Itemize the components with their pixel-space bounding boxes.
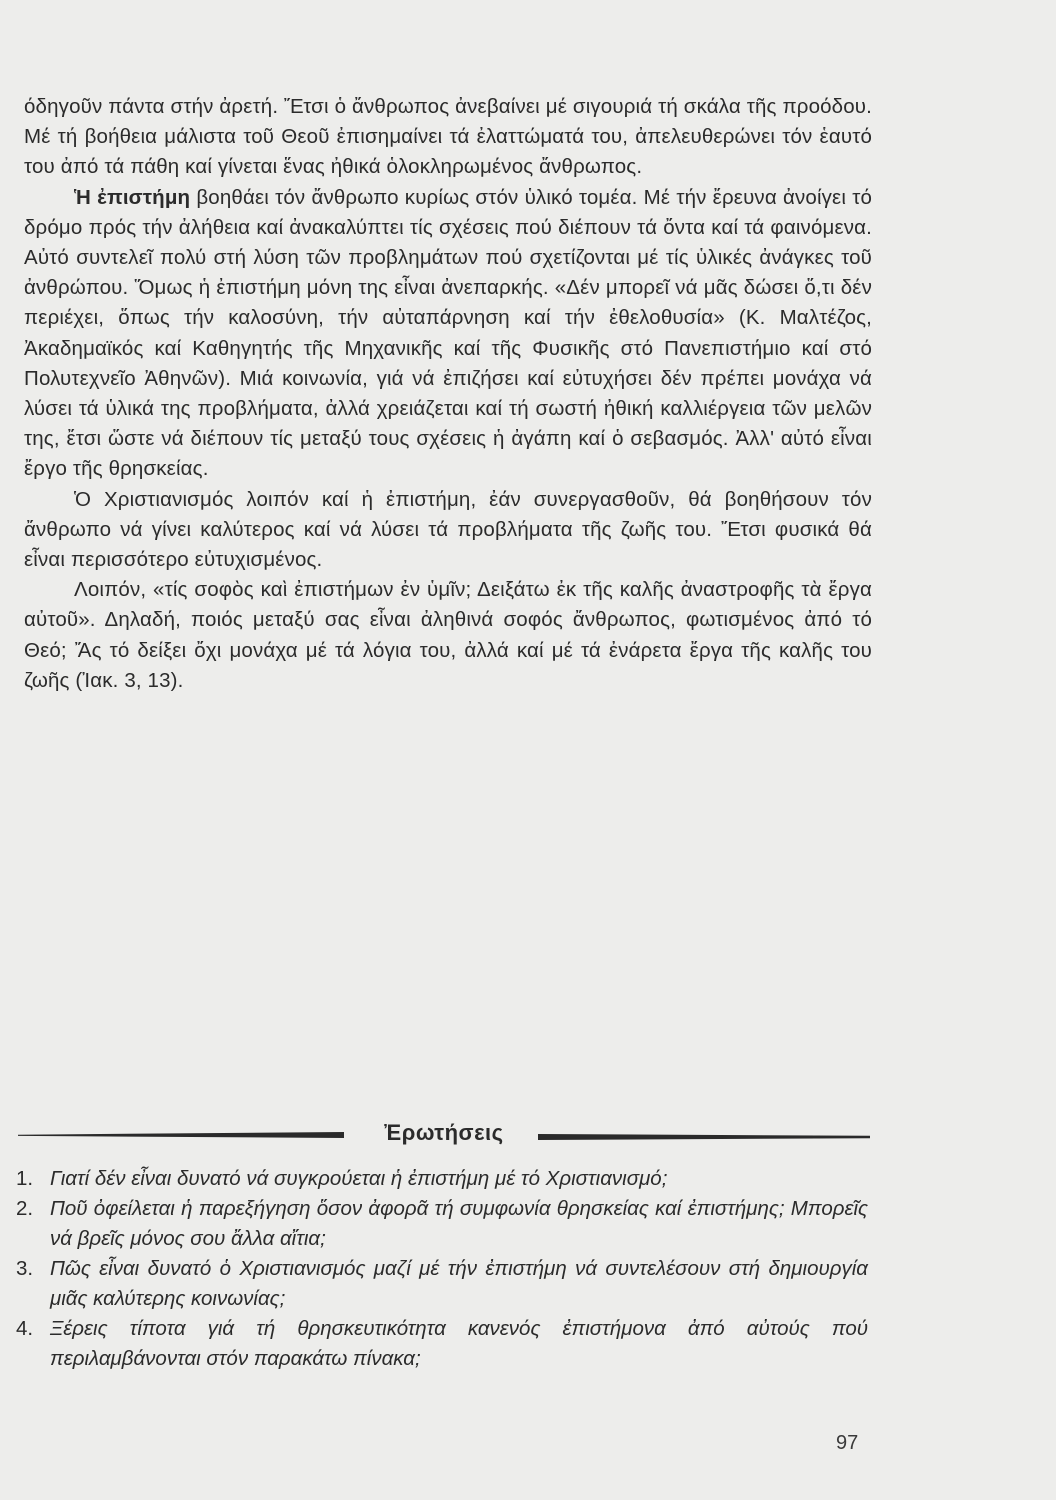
paragraph-2-lead: Ἡ ἐπιστήμη [74,185,191,209]
body-text [24,92,872,696]
question-item [16,1194,868,1254]
questions-title: Ἐρωτήσεις [384,1120,504,1145]
question-item [16,1314,868,1374]
questions-list [16,1164,868,1374]
header-rule-right [538,1134,870,1140]
questions-header [18,1112,870,1160]
question-item [16,1254,868,1314]
paragraph-1: όδηγοῦν πάντα στήν ἀρετή. Ἔτσι ὁ ἄνθρωπος ἀνεβαίνει μέ σιγουριά τή σκάλα τῆς προόδου. Μέ τή βοήθεια μάλιστα τοῦ Θεοῦ ἐπισημαίνει τά ἐλαττώματά του, ἀπελευθερώνει τόν ἑαυτό του ἀπό τά πάθη καί γίνεται ἕνας ἠθικά ὁλοκληρωμένος ἄνθρωπος. [24,95,872,179]
paragraph-2 [24,183,872,485]
paragraph-4: Λοιπόν, «τίς σοφὸς καὶ ἐπιστήμων ἐν ὑμῖν; Δειξάτω ἐκ τῆς καλῆς ἀναστροφῆς τὰ ἔργα αὐτοῦ». Δηλαδή, ποιός μεταξύ σας εἶναι ἀληθινά σοφός ἄνθρωπος, φωτισμένος ἀπό τό Θεό; Ἄς τό δείξει ὄχι μονάχα μέ τά λόγια του, ἀλλά καί μέ τά ἐνάρετα ἔργα τῆς καλῆς του ζωῆς (Ἰακ. 3, 13). [24,578,872,692]
header-rule-left [18,1132,344,1138]
question-number: 4. [16,1317,34,1340]
question-item [16,1164,868,1194]
paragraph-2-text: βοηθάει τόν ἄνθρωπο κυρίως στόν ὑλικό τομέα. Μέ τήν ἔρευνα ἀνοίγει τό δρόμο πρός τήν ἀλήθεια καί ἀνακαλύπτει τίς σχέσεις πού διέπουν τά ὄντα καί τά φαινόμενα. Αὐτό συντελεῖ πολύ στή λύση τῶν προβλημάτων πού σχετίζονται μέ τίς ὑλικές ἀνάγκες τοῦ ἀνθρώπου. Ὅμως ἡ ἐπιστήμη μόνη της εἶναι ἀνεπαρκής. «Δέν μπορεῖ νά μᾶς δώσει ὅ,τι δέν περιέχει, ὅπως τήν καλοσύνη, τήν αὐταπάρνηση καί τήν ἐθελοθυσία» (Κ. Μαλτέζος, Ἀκαδημαϊκός καί Καθηγητής τῆς Μηχανικῆς καί τῆς Φυσικῆς στό Πανεπιστήμιο καί στό Πολυτεχνεῖο Ἀθηνῶν). Μιά κοινωνία, γιά νά ἐπιζήσει καί εὐτυχήσει δέν πρέπει μονάχα νά λύσει τά ὑλικά της προβλήματα, ἀλλά χρειάζεται καί τή σωστή ἠθική καλλιέργεια τῶν μελῶν της, ἔτσι ὥστε νά διέπουν τίς μεταξύ τους σχέσεις ἡ ἀγάπη καί ὁ σεβασμός. Ἀλλ' αὐτό εἶναι ἔργο τῆς θρησκείας. [24,185,872,481]
question-number: 1. [16,1167,34,1190]
question-text: Ξέρεις τίποτα γιά τή θρησκευτικότητα κανενός ἐπιστήμονα ἀπό αὐτούς πού περιλαμβάνονται στόν παρακάτω πίνακα; [50,1317,868,1370]
question-text: Ποῦ ὀφείλεται ἡ παρεξήγηση ὅσον ἀφορᾶ τή συμφωνία θρησκείας καί ἐπιστήμης; Μπορεῖς νά βρεῖς μόνος σου ἄλλα αἴτια; [50,1197,868,1250]
page-number: 97 [836,1432,859,1454]
question-text: Πῶς εἶναι δυνατό ὁ Χριστιανισμός μαζί μέ τήν ἐπιστήμη νά συντελέσουν στή δημιουργία μιᾶς καλύτερης κοινωνίας; [50,1257,868,1310]
question-text: Γιατί δέν εἶναι δυνατό νά συγκρούεται ἡ ἐπιστήμη μέ τό Χριστιανισμό; [50,1167,668,1190]
paragraph-3: Ὁ Χριστιανισμός λοιπόν καί ἡ ἐπιστήμη, ἐάν συνεργασθοῦν, θά βοηθήσουν τόν ἄνθρωπο νά γίνει καλύτερος καί νά λύσει τά προβλήματα τῆς ζωῆς του. Ἔτσι φυσικά θά εἶναι περισσότερο εὐτυχισμένος. [24,487,872,572]
question-number: 2. [16,1197,34,1220]
question-number: 3. [16,1257,34,1280]
